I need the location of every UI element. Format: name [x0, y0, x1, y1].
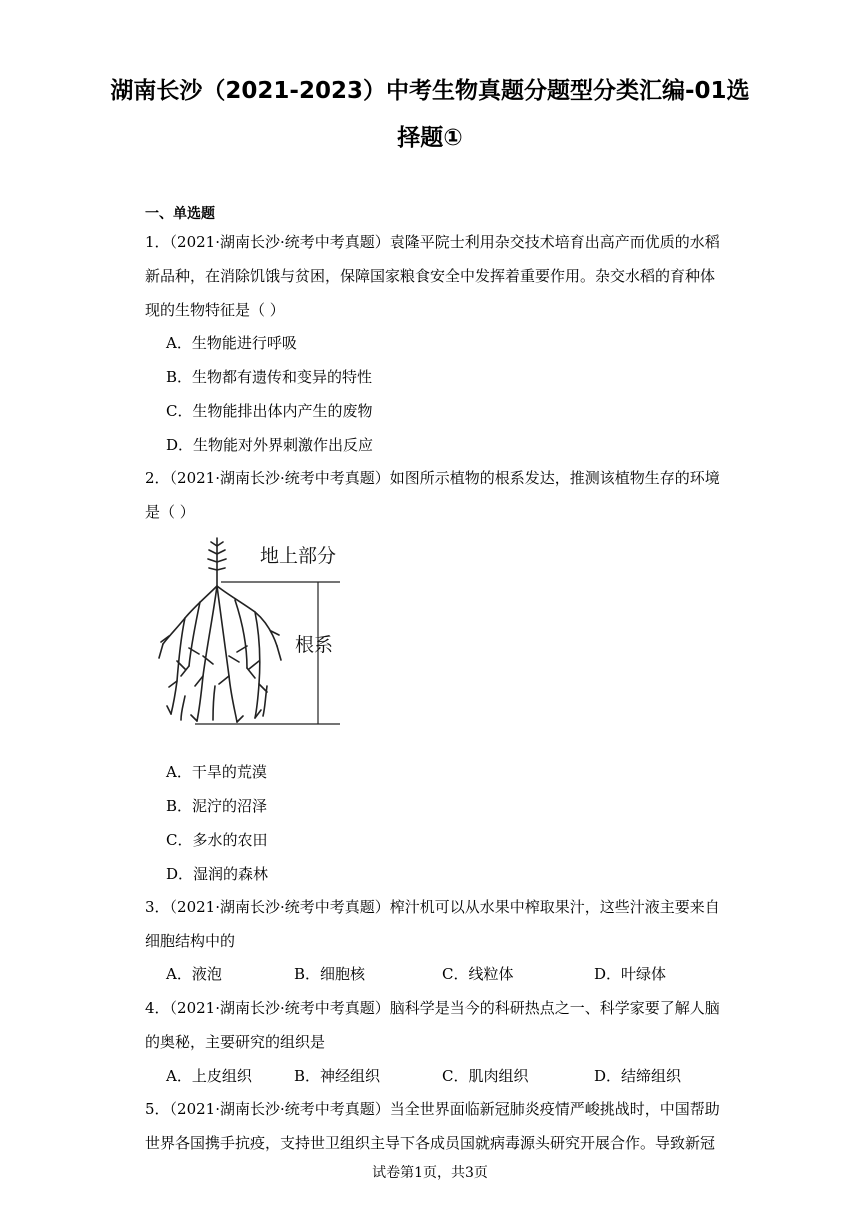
page-footer: 试卷第1页，共3页 — [372, 1165, 488, 1181]
q4-option-c: C．肌肉组织 — [442, 1067, 529, 1085]
q2-option-b: B．泥泞的沼泽 — [166, 797, 268, 815]
q1-option-a: A．生物能进行呼吸 — [166, 334, 297, 352]
q3-option-c: C．线粒体 — [442, 965, 514, 983]
doc-title-line1: 湖南长沙（2021-2023）中考生物真题分题型分类汇编-01选 — [110, 78, 750, 104]
doc-title-line2: 择题① — [397, 125, 463, 151]
q5-line-2: 世界各国携手抗疫，支持世卫组织主导下各成员国就病毒源头研究开展合作。导致新冠 — [145, 1134, 716, 1152]
q4-line-2: 的奥秘，主要研究的组织是 — [145, 1033, 326, 1051]
q3-option-a: A．液泡 — [166, 965, 222, 983]
q2-option-a: A．干旱的荒漠 — [166, 763, 267, 781]
q4-line-1: 4．（2021·湖南长沙·统考中考真题）脑科学是当今的科研热点之一、科学家要了解人脑 — [145, 999, 720, 1017]
q1-option-b: B．生物都有遗传和变异的特性 — [166, 368, 373, 386]
q1-option-c: C．生物能排出体内产生的废物 — [166, 402, 373, 420]
q3-option-b: B．细胞核 — [294, 965, 366, 983]
q2-line-2: 是（ ） — [145, 503, 195, 521]
q2-option-d: D．湿润的森林 — [166, 865, 269, 883]
section-heading: 一、单选题 — [145, 206, 215, 222]
figure-label-root: 根系 — [295, 634, 334, 656]
q1-line-1: 1．（2021·湖南长沙·统考中考真题）袁隆平院士利用杂交技术培育出高产而优质的水稻 — [145, 233, 720, 251]
q3-line-2: 细胞结构中的 — [145, 932, 236, 950]
q2-option-c: C．多水的农田 — [166, 831, 268, 849]
q5-line-1: 5．（2021·湖南长沙·统考中考真题）当全世界面临新冠肺炎疫情严峻挑战时，中国帮助 — [145, 1100, 720, 1118]
q2-line-1: 2．（2021·湖南长沙·统考中考真题）如图所示植物的根系发达，推测该植物生存的环境 — [145, 469, 720, 487]
figure-label-shoot: 地上部分 — [260, 545, 337, 567]
q4-option-a: A．上皮组织 — [166, 1067, 252, 1085]
q3-option-d: D．叶绿体 — [594, 965, 667, 983]
q1-line-2: 新品种，在消除饥饿与贫困，保障国家粮食安全中发挥着重要作用。杂交水稻的育种体 — [145, 267, 716, 285]
q3-line-1: 3．（2021·湖南长沙·统考中考真题）榨汁机可以从水果中榨取果汁，这些汁液主要来自 — [145, 898, 720, 916]
q1-option-d: D．生物能对外界刺激作出反应 — [166, 436, 374, 454]
q4-option-d: D．结缔组织 — [594, 1067, 682, 1085]
q1-line-3: 现的生物特征是（ ） — [145, 301, 285, 319]
root-system-figure — [155, 536, 365, 731]
q4-option-b: B．神经组织 — [294, 1067, 381, 1085]
